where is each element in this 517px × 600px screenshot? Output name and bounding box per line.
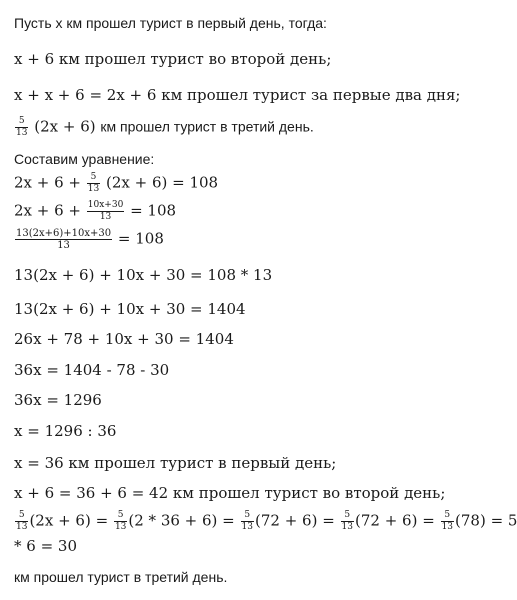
line-1-text: Пусть x км прошел турист в первый день, тогда: — [14, 15, 327, 31]
line-6-left: 2x + 6 + — [14, 173, 81, 192]
line-2 — [14, 50, 331, 68]
line-17-part-5: (78) = 5 — [455, 511, 517, 530]
line-7-right: = 108 — [130, 201, 177, 220]
line-17-part-4: (72 + 6) = — [355, 511, 435, 530]
line-11-text: 26x + 78 + 10x + 30 = 1404 — [14, 330, 234, 348]
line-7 — [14, 200, 176, 223]
line-5 — [14, 150, 154, 168]
line-3-text: x + x + 6 = 2x + 6 км прошел турист за первые два дня; — [14, 86, 461, 104]
fraction-5-13: $\frac{5}{13}$ — [241, 510, 253, 532]
line-19 — [14, 568, 227, 586]
fraction-10x30-13: $\frac{10x+30}{13}$ — [87, 200, 124, 222]
line-6 — [14, 172, 218, 195]
line-17 — [14, 510, 517, 533]
line-19-text: км прошел турист в третий день. — [14, 569, 228, 585]
fraction-5-13: $\frac{5}{13}$ — [114, 510, 127, 532]
line-4 — [14, 116, 314, 139]
line-13 — [14, 391, 102, 409]
fraction-5-13: $\frac{5}{13}$ — [16, 510, 28, 532]
line-2-text: x + 6 км прошел турист во второй день; — [14, 50, 332, 68]
line-18-text: * 6 = 30 — [14, 537, 78, 555]
fraction-5-13: $\frac{5}{13}$ — [341, 510, 353, 532]
line-17-part-3: (72 + 6) = — [254, 511, 335, 530]
line-8 — [14, 228, 164, 251]
line-15 — [14, 454, 336, 472]
line-18 — [14, 537, 77, 555]
line-16 — [14, 484, 445, 502]
line-9 — [14, 266, 272, 284]
line-12-text: 36x = 1404 - 78 - 30 — [14, 361, 170, 379]
line-7-left: 2x + 6 + — [14, 201, 81, 220]
fraction-5-13: $\frac{5}{13}$ — [87, 172, 100, 194]
line-4-expr: (2x + 6) — [34, 117, 96, 136]
line-14 — [14, 422, 116, 440]
line-6-right: (2x + 6) = 108 — [106, 173, 219, 192]
line-12 — [14, 361, 169, 379]
line-13-text: 36x = 1296 — [14, 391, 102, 409]
line-8-right: = 108 — [117, 229, 164, 248]
fraction-5-13: $\frac{5}{13}$ — [16, 116, 28, 138]
line-3 — [14, 86, 460, 104]
line-5-text: Составим уравнение: — [14, 151, 155, 167]
line-9-text: 13(2x + 6) + 10x + 30 = 108 * 13 — [14, 266, 273, 284]
line-17-part-2: (2 * 36 + 6) = — [128, 511, 235, 530]
fraction-5-13: $\frac{5}{13}$ — [441, 510, 454, 532]
line-16-text: x + 6 = 36 + 6 = 42 км прошел турист во второй день; — [14, 484, 446, 502]
fraction-big: $\frac{13(2x+6)+10x+30}{13}$ — [16, 228, 112, 251]
line-4-text: км прошел турист в третий день. — [100, 118, 314, 135]
line-11 — [14, 330, 234, 348]
line-1 — [14, 14, 327, 32]
line-15-text: x = 36 км прошел турист в первый день; — [14, 454, 337, 472]
line-17-part-1: (2x + 6) = — [29, 511, 109, 530]
line-10 — [14, 300, 246, 318]
line-10-text: 13(2x + 6) + 10x + 30 = 1404 — [14, 300, 246, 318]
line-14-text: x = 1296 : 36 — [14, 422, 117, 440]
